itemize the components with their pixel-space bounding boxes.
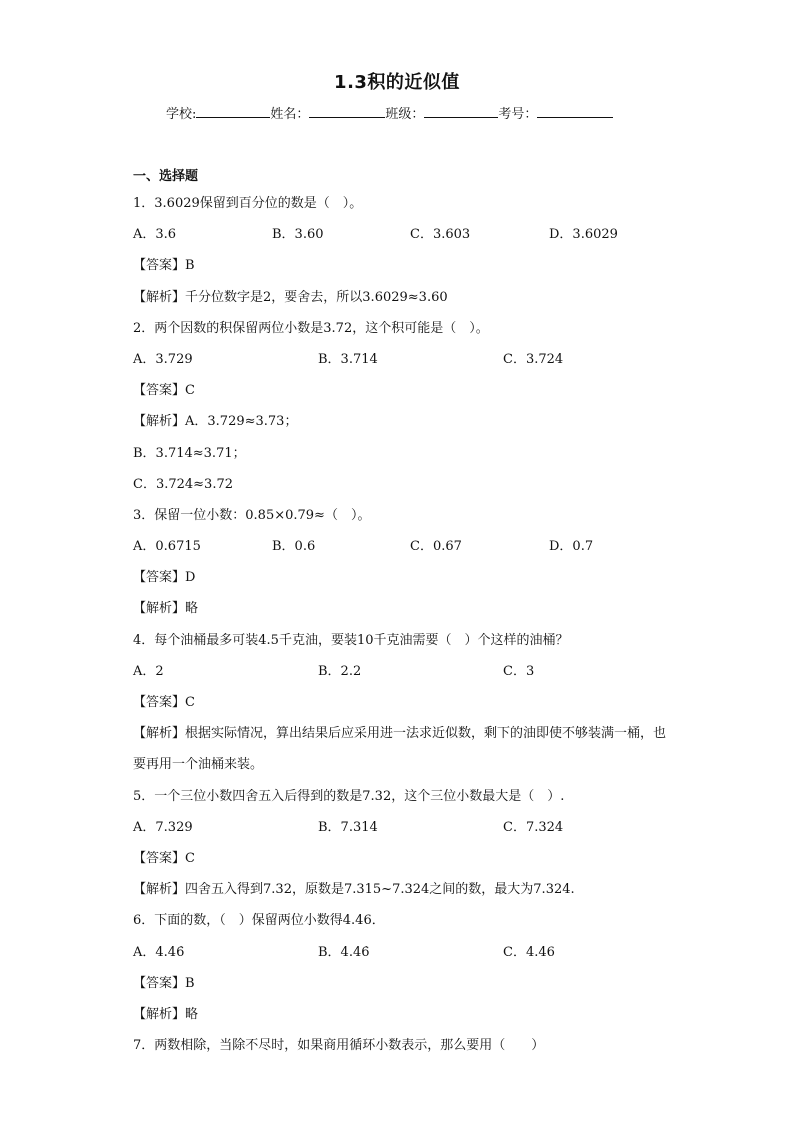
analysis-line [133, 999, 673, 1030]
option: A．2 [133, 663, 164, 679]
page-title: 1.3积的近似值 [334, 72, 460, 93]
answer-line [133, 968, 673, 999]
analysis-text: A．3.729≈3.73； [185, 414, 298, 430]
question-stem: 2．两个因数的积保留两位小数是3.72，这个积可能是（ ）。 [133, 320, 489, 336]
number-label: 考号： [498, 107, 538, 122]
option: D．3.6029 [549, 227, 618, 243]
analysis-label: 【解析】 [133, 289, 186, 305]
analysis-line [133, 718, 673, 780]
option: C．7.324 [503, 819, 564, 835]
analysis-line [133, 874, 673, 905]
option: B．2.2 [318, 663, 362, 679]
analysis-text: 四舍五入得到7.32，原数是7.315~7.324之间的数，最大为7.324. [185, 882, 575, 898]
option: B．4.46̇ [318, 944, 370, 960]
option-row [133, 937, 673, 968]
school-blank [196, 105, 270, 118]
question-stem: 6．下面的数，（ ）保留两位小数得4.46． [133, 913, 385, 929]
option: B．3.714 [318, 351, 378, 367]
question-stem: 7．两数相除，当除不尽时，如果商用循环小数表示，那么要用（ ） [133, 1038, 545, 1054]
name-label: 姓名： [270, 107, 310, 122]
school-label: 学校: [166, 107, 197, 122]
name-blank [309, 105, 385, 118]
question-stem: 4．每个油桶最多可装4.5千克油，要装10千克油需要（ ）个这样的油桶？ [133, 632, 569, 648]
answer-line [133, 375, 673, 406]
answer-value: C [185, 850, 195, 866]
answer-label: 【答案】 [133, 258, 186, 274]
answer-label: 【答案】 [133, 570, 186, 586]
option-row [133, 219, 673, 250]
answer-line [133, 843, 673, 874]
option: B．0.6 [272, 539, 316, 555]
option: A．7.329 [133, 819, 193, 835]
answer-value: D [185, 570, 196, 586]
analysis-label: 【解析】 [133, 414, 186, 430]
answer-line [133, 562, 673, 593]
option: C．0.67 [410, 539, 462, 555]
option: A．3.6 [133, 227, 177, 243]
option: C．3 [503, 663, 535, 679]
analysis-label: 【解析】 [133, 726, 186, 742]
analysis-text: 千分位数字是2，要舍去，所以3.6029≈3.60 [185, 289, 448, 305]
option: D．0.7 [549, 539, 594, 555]
option-row [133, 531, 673, 562]
question-list [133, 166, 673, 1061]
answer-label: 【答案】 [133, 383, 186, 399]
analysis-line [133, 593, 673, 624]
number-blank [537, 105, 613, 118]
analysis-label: 【解析】 [133, 882, 186, 898]
class-label: 班级： [385, 107, 425, 122]
option-row [133, 656, 673, 687]
answer-value: B [185, 258, 195, 274]
section-heading: 一、选择题 [133, 169, 199, 184]
student-info-row [166, 103, 613, 122]
question-stem: 5．一个三位小数四舍五入后得到的数是7.32，这个三位小数最大是（ ）. [133, 788, 565, 804]
analysis-line [133, 406, 673, 437]
analysis-line: B．3.714≈3.71； [133, 445, 246, 461]
class-blank [424, 105, 498, 118]
option: C．4.4̇6 [503, 944, 555, 960]
option: A．3.729 [133, 351, 193, 367]
analysis-line [133, 282, 673, 313]
option: B．7.314 [318, 819, 378, 835]
option: A．4.4̇6̇ [133, 944, 185, 960]
answer-label: 【答案】 [133, 850, 186, 866]
analysis-line: C．3.724≈3.72 [133, 476, 234, 492]
analysis-text: 略 [185, 601, 199, 617]
option-row [133, 812, 673, 843]
answer-line [133, 250, 673, 281]
option-row [133, 344, 673, 375]
answer-label: 【答案】 [133, 975, 186, 991]
question-stem: 1．3.6029保留到百分位的数是（ ）。 [133, 196, 363, 211]
question-stem: 3．保留一位小数：0.85×0.79≈（ ）。 [133, 507, 371, 523]
option: C．3.603 [410, 227, 471, 243]
analysis-text: 略 [185, 1006, 199, 1022]
answer-value: C [185, 695, 195, 710]
answer-value: C [185, 383, 195, 399]
analysis-label: 【解析】 [133, 1006, 186, 1022]
answer-label: 【答案】 [133, 695, 186, 710]
option: C．3.724 [503, 351, 564, 367]
analysis-text: 根据实际情况，算出结果后应采用进一法求近似数，剩下的油即使不够装满一桶，也要再用一个油桶来装。 [133, 726, 667, 773]
answer-value: B [185, 975, 195, 991]
analysis-label: 【解析】 [133, 601, 186, 617]
option: B．3.60 [272, 227, 324, 243]
option: A．0.6715 [133, 539, 201, 555]
answer-line [133, 687, 673, 718]
